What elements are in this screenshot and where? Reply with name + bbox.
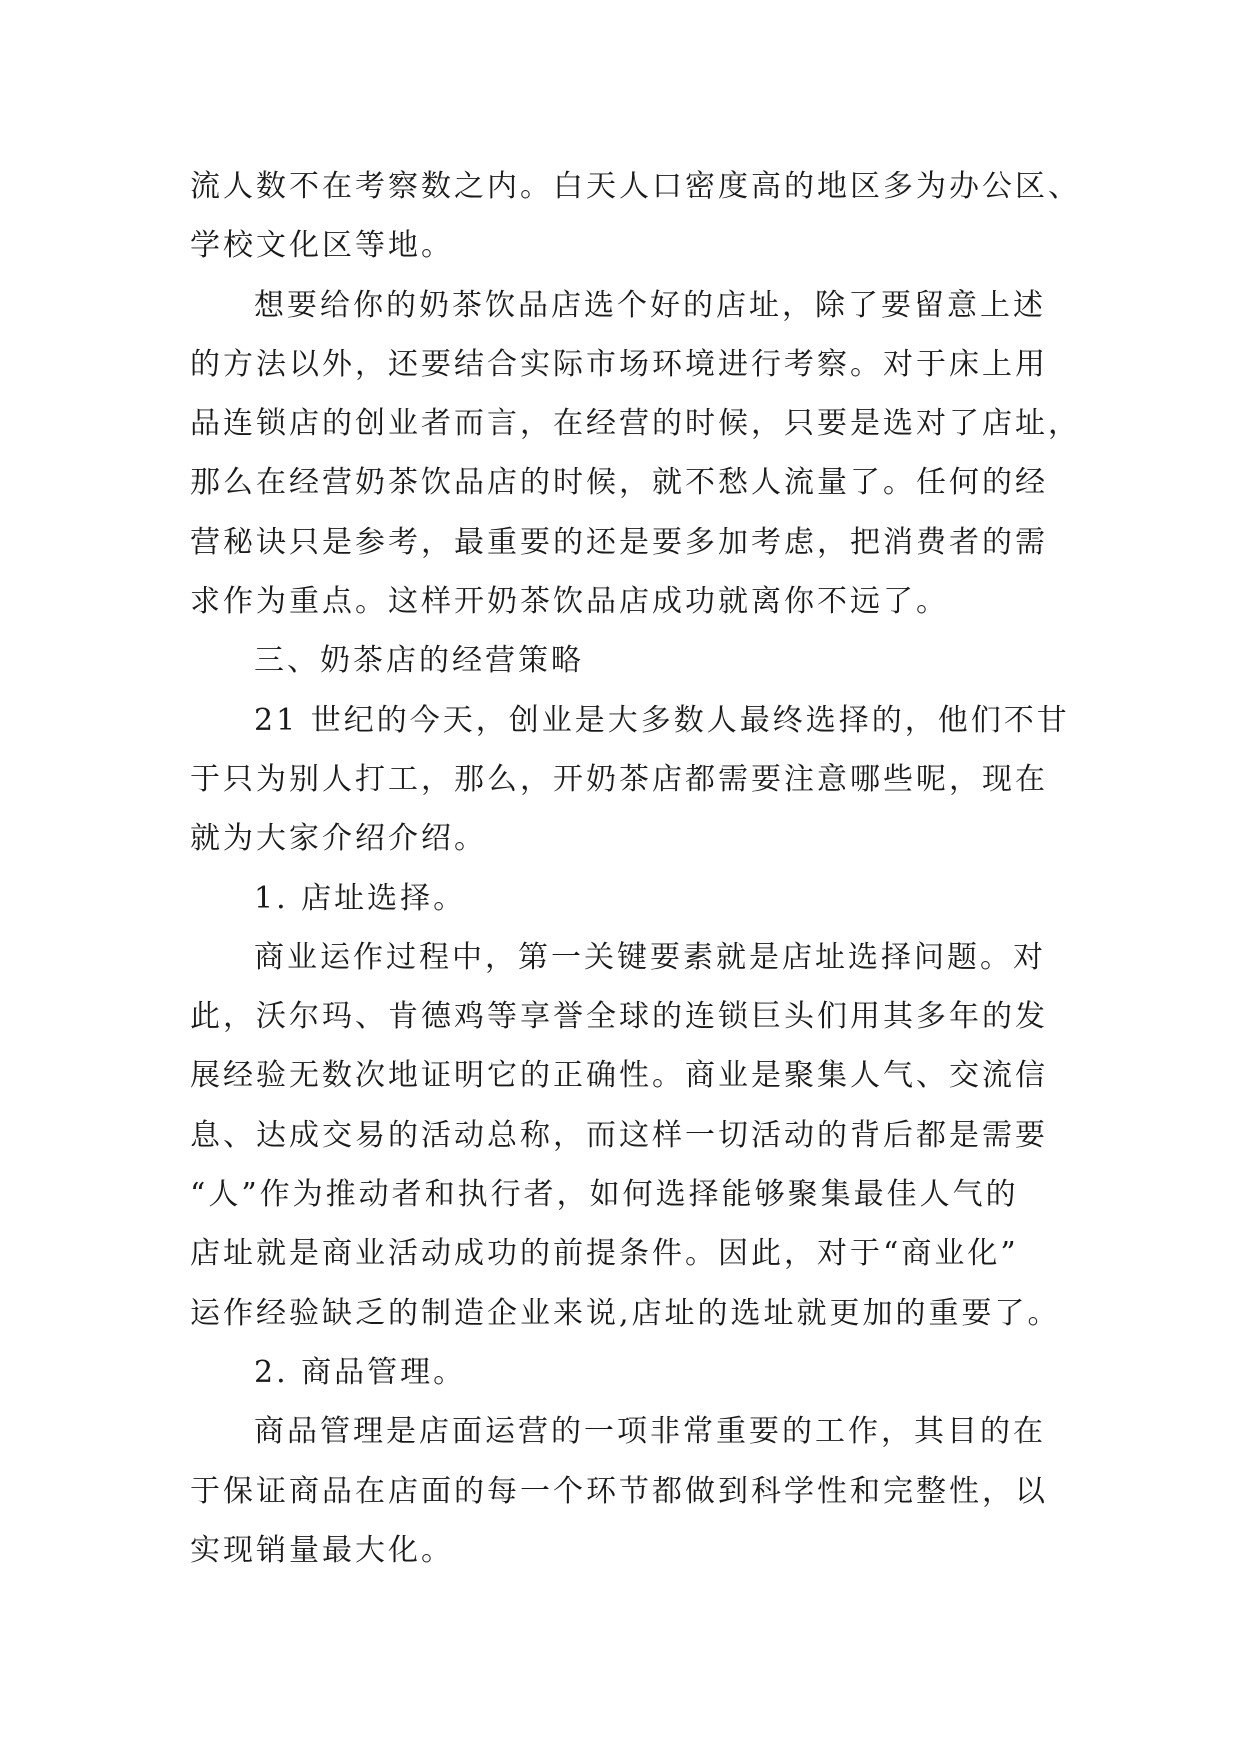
text-line: “人”作为推动者和执行者，如何选择能够聚集最佳人气的	[190, 1177, 1019, 1213]
text-line: 运作经验缺乏的制造企业来说,店址的选址就更加的重要了。	[190, 1295, 1061, 1331]
text-line: 于保证商品在店面的每一个环节都做到科学性和完整性，以	[190, 1473, 1048, 1509]
text-line: 于只为别人打工，那么，开奶茶店都需要注意哪些呢，现在	[190, 761, 1048, 797]
text-line: 流人数不在考察数之内。白天人口密度高的地区多为办公区、	[190, 169, 1081, 204]
text-line: 品连锁店的创业者而言，在经营的时候，只要是选对了店址，	[190, 406, 1081, 442]
text-line: 就为大家介绍介绍。	[190, 821, 487, 857]
text-line: 展经验无数次地证明它的正确性。商业是聚集人气、交流信	[190, 1058, 1048, 1094]
text-line: 21 世纪的今天，创业是大多数人最终选择的，他们不甘	[254, 702, 1070, 738]
text-line: 的方法以外，还要结合实际市场环境进行考察。对于床上用	[190, 346, 1048, 382]
text-line: 商业运作过程中，第一关键要素就是店址选择问题。对	[254, 939, 1046, 975]
text-line: 营秘诀只是参考，最重要的还是要多加考虑，把消费者的需	[190, 524, 1048, 560]
text-line: 想要给你的奶茶饮品店选个好的店址，除了要留意上述	[254, 287, 1046, 323]
text-line: 息、达成交易的活动总称，而这样一切活动的背后都是需要	[190, 1117, 1048, 1153]
text-line: 那么在经营奶茶饮品店的时候，就不愁人流量了。任何的经	[190, 465, 1048, 501]
document-body	[190, 157, 1090, 1580]
text-line: 实现销量最大化。	[190, 1532, 454, 1568]
text-line: 求作为重点。这样开奶茶饮品店成功就离你不远了。	[190, 584, 949, 620]
text-line: 2. 商品管理。	[254, 1354, 467, 1390]
text-line: 商品管理是店面运营的一项非常重要的工作，其目的在	[254, 1414, 1046, 1450]
text-line: 此，沃尔玛、肯德鸡等享誉全球的连锁巨头们用其多年的发	[190, 999, 1048, 1035]
text-line: 1. 店址选择。	[254, 880, 467, 916]
text-line: 学校文化区等地。	[190, 228, 454, 264]
text-line: 三、奶茶店的经营策略	[254, 643, 584, 679]
text-line: 店址就是商业活动成功的前提条件。因此，对于“商业化”	[190, 1236, 1019, 1272]
